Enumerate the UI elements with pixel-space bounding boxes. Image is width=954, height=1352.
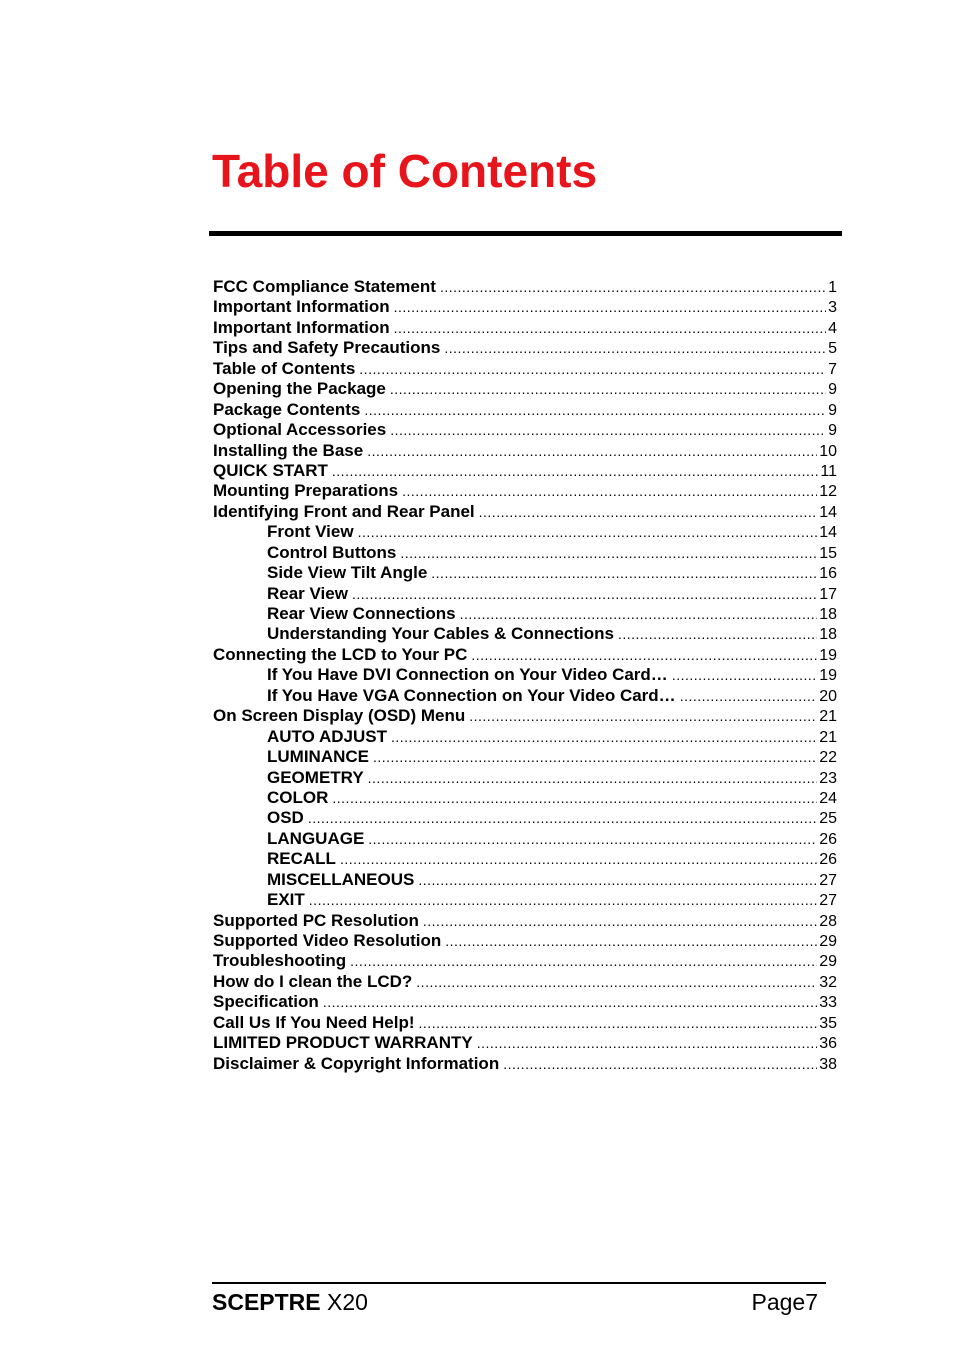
toc-entry [213,1013,837,1033]
toc-entry [213,379,837,399]
toc-entry-label: Control Buttons [267,542,397,562]
toc-entry [213,931,837,951]
toc-dot-leader [373,747,817,767]
toc-dot-leader [358,522,818,542]
toc-entry-label: Understanding Your Cables & Connections [267,624,614,644]
toc-entry-page: 33 [819,994,837,1012]
toc-entry-page: 9 [828,401,837,419]
toc-entry-label: LUMINANCE [267,747,369,767]
toc-dot-leader [416,972,817,992]
toc-subentry [213,870,837,890]
toc-entry-label: If You Have VGA Connection on Your Video Card… [267,685,676,705]
toc-entry-label: Installing the Base [213,440,364,460]
toc-entry-page: 22 [819,749,837,767]
toc-entry-page: 15 [819,544,837,562]
toc-dot-leader [332,461,818,481]
toc-entry-label: OSD [267,808,304,828]
toc-subentry [213,686,837,706]
toc-subentry [213,543,837,563]
toc-dot-leader [350,951,817,971]
toc-dot-leader [368,829,817,849]
toc-dot-leader [340,849,817,869]
toc-entry-label: AUTO ADJUST [267,726,387,746]
toc-entry-label: Tips and Safety Precautions [213,338,441,358]
toc-entry-page: 17 [819,585,837,603]
toc-dot-leader [323,992,817,1012]
toc-entry-label: Front View [267,522,354,542]
toc-entry-page: 21 [819,708,837,726]
toc-entry-page: 20 [819,687,837,705]
toc-entry [213,502,837,522]
toc-dot-leader [445,931,817,951]
toc-entry-label: Identifying Front and Rear Panel [213,501,475,521]
toc-entry-label: Side View Tilt Angle [267,563,428,583]
toc-entry-page: 11 [820,462,837,480]
toc-entry-label: Call Us If You Need Help! [213,1012,415,1032]
toc-subentry [213,747,837,767]
toc-dot-leader [308,808,817,828]
toc-entry [213,1033,837,1053]
footer-page-number: Page7 [751,1289,818,1315]
toc-entry [213,706,837,726]
toc-dot-leader [390,379,826,399]
toc-entry-label: Rear View [267,583,348,603]
toc-entry-page: 35 [819,1014,837,1032]
toc-subentry [213,849,837,869]
toc-dot-leader [309,890,817,910]
toc-entry-label: Supported Video Resolution [213,931,442,950]
toc-entry-page: 23 [819,769,837,787]
toc-entry-label: Package Contents [213,399,361,419]
toc-dot-leader [367,441,817,461]
toc-entry-label: If You Have DVI Connection on Your Video Card… [267,665,668,685]
toc-dot-leader [390,420,826,440]
toc-entry-page: 18 [819,606,837,623]
toc-entry [213,951,837,971]
toc-entry [213,400,837,420]
toc-entry [213,359,837,379]
toc-subentry [213,829,837,849]
toc-entry-page: 14 [819,503,837,521]
toc-dot-leader [680,686,818,706]
toc-dot-leader [402,481,817,501]
toc-entry [213,277,837,297]
toc-entry [213,461,837,481]
toc-entry [213,1054,837,1074]
toc-entry [213,338,837,358]
toc-entry-label: Rear View Connections [267,604,456,623]
toc-dot-leader [469,706,817,726]
toc-entry-label: COLOR [267,787,329,807]
toc-entry-label: On Screen Display (OSD) Menu [213,706,466,726]
toc-dot-leader [672,665,817,685]
toc-entry-page: 5 [828,340,837,358]
toc-entry-page: 3 [828,299,837,317]
toc-entry-page: 19 [819,667,837,685]
toc-dot-leader [352,584,817,604]
toc-dot-leader [364,400,826,420]
footer-brand [212,1288,368,1316]
toc-dot-leader [618,624,817,644]
toc-entry [213,972,837,992]
toc-entry-page: 29 [819,933,837,950]
toc-subentry [213,890,837,910]
title-divider [209,231,842,236]
toc-entry-page: 26 [819,830,837,848]
toc-entry-label: Opening the Package [213,379,386,399]
toc-subentry [213,788,837,808]
toc-subentry [213,665,837,685]
toc-entry-page: 36 [819,1035,837,1053]
footer-divider [212,1282,826,1284]
toc-dot-leader [423,911,817,931]
toc-entry [213,645,837,665]
toc-dot-leader [400,543,817,563]
toc-entry-page: 7 [828,360,837,378]
toc-entry-label: Important Information [213,297,390,317]
toc-entry-label: Mounting Preparations [213,481,399,501]
toc-dot-leader [359,359,826,379]
toc-entry-page: 21 [819,728,837,746]
toc-subentry [213,768,837,788]
toc-entry-label: Important Information [213,317,390,337]
toc-entry [213,318,837,338]
toc-entry-label: EXIT [267,890,305,910]
toc-subentry [213,727,837,747]
toc-entry-label: Connecting the LCD to Your PC [213,644,468,664]
toc-dot-leader [368,768,818,788]
toc-dot-leader [431,563,817,583]
toc-dot-leader [440,277,826,297]
footer-model: X20 [320,1289,368,1315]
toc-entry [213,420,837,440]
toc-entry-label: LANGUAGE [267,828,365,848]
toc-entry-page: 14 [819,524,837,542]
footer-brand-name: SCEPTRE [212,1289,321,1315]
toc-entry-label: Table of Contents [213,358,356,378]
toc-subentry [213,584,837,604]
toc-entry-label: Disclaimer & Copyright Information [213,1053,500,1073]
toc-entry-page: 32 [819,973,837,991]
toc-dot-leader [418,870,817,890]
toc-entry-label: MISCELLANEOUS [267,869,415,889]
toc-dot-leader [479,502,818,522]
toc-entry-page: 10 [819,442,837,460]
toc-entry [213,297,837,317]
toc-entry-page: 1 [828,279,837,296]
toc-subentry [213,522,837,542]
toc-subentry [213,604,837,624]
toc-dot-leader [391,727,817,747]
toc-dot-leader [332,788,817,808]
toc-dot-leader [477,1033,817,1053]
toc-entry-page: 19 [819,646,837,664]
toc-entry-page: 27 [819,892,837,910]
toc-dot-leader [394,318,826,338]
toc-entry-page: 38 [819,1055,837,1073]
toc-entry [213,911,837,931]
toc-entry-label: How do I clean the LCD? [213,971,413,991]
toc-entry-label: GEOMETRY [267,767,364,787]
toc-entry-label: RECALL [267,849,336,869]
toc-entry-page: 24 [819,789,837,807]
toc-dot-leader [471,645,817,665]
toc-entry-label: Supported PC Resolution [213,910,419,930]
toc-subentry [213,563,837,583]
toc-entry-label: Specification [213,992,319,1012]
toc-entry-page: 12 [819,483,837,501]
toc-entry-label: QUICK START [213,460,328,480]
toc-entry-page: 27 [819,871,837,889]
toc-entry [213,441,837,461]
toc-dot-leader [503,1054,817,1074]
toc-dot-leader [419,1013,818,1033]
toc-entry-page: 26 [819,851,837,869]
toc-subentry [213,808,837,828]
toc-entry-label: Troubleshooting [213,951,347,971]
toc-entry-page: 18 [819,626,837,644]
toc-dot-leader [444,338,826,358]
toc-entry-page: 16 [819,565,837,583]
toc-entry-page: 25 [819,810,837,828]
toc-entry-page: 9 [828,422,837,440]
toc-entry-label: Optional Accessories [213,420,387,440]
toc-entry [213,481,837,501]
toc-entry-page: 4 [828,319,837,337]
table-of-contents [213,277,837,1074]
toc-entry-page: 28 [819,912,837,930]
toc-entry-page: 29 [819,953,837,971]
toc-entry-label: FCC Compliance Statement [213,277,436,296]
toc-entry [213,992,837,1012]
toc-entry-label: LIMITED PRODUCT WARRANTY [213,1033,473,1053]
page-title: Table of Contents [212,145,598,197]
toc-dot-leader [460,604,818,624]
toc-dot-leader [394,297,826,317]
toc-entry-page: 9 [828,381,837,399]
toc-subentry [213,624,837,644]
